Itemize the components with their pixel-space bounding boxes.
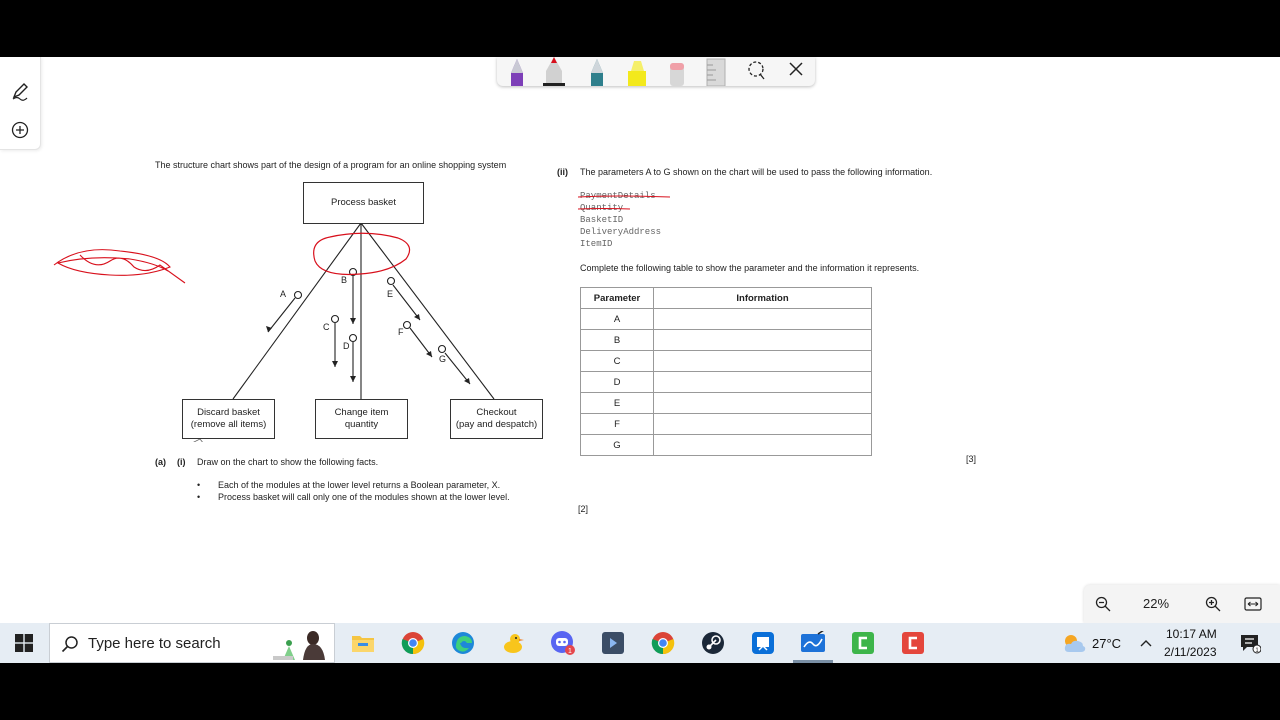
active-app-indicator — [793, 660, 833, 663]
camtasia-green-icon[interactable] — [849, 629, 877, 657]
steam-icon[interactable] — [699, 629, 727, 657]
notifications-icon[interactable] — [1236, 629, 1264, 657]
label-e: E — [387, 289, 394, 299]
chrome-profile-icon[interactable] — [649, 629, 677, 657]
zoom-out-icon[interactable] — [1092, 593, 1114, 615]
teal-pen-icon[interactable] — [587, 57, 607, 86]
highlighter-icon[interactable] — [625, 57, 649, 86]
info-item-4: DeliveryAddress — [580, 227, 662, 237]
label-c: C — [323, 322, 330, 332]
taskbar-search-box[interactable] — [49, 623, 335, 663]
label-b: B — [341, 275, 348, 285]
clock-date[interactable]: 2/11/2023 — [1164, 645, 1217, 659]
label-g: G — [439, 354, 447, 364]
discard-basket-line1: Discard basket — [197, 407, 260, 418]
label-d: D — [343, 341, 350, 351]
table-row — [581, 414, 872, 435]
param-cell: A — [581, 309, 654, 330]
camtasia-red-icon[interactable] — [899, 629, 927, 657]
red-strikethrough — [574, 191, 674, 215]
part-a-i-marker: (i) — [177, 457, 186, 467]
param-cell: B — [581, 330, 654, 351]
chevron-up-icon[interactable] — [1132, 629, 1160, 657]
taskbar — [0, 623, 1280, 663]
discord-icon[interactable] — [549, 629, 577, 657]
param-cell: C — [581, 351, 654, 372]
zoom-in-icon[interactable] — [1202, 593, 1224, 615]
table-row — [581, 351, 872, 372]
file-explorer-icon[interactable] — [349, 629, 377, 657]
param-cell: D — [581, 372, 654, 393]
label-a: A — [280, 289, 287, 299]
checkout-line1: Checkout — [476, 407, 517, 418]
info-item-5: ItemID — [580, 239, 613, 249]
info-cell[interactable] — [654, 351, 872, 372]
bullet-2: Process basket will call only one of the modules shown at the lower level. — [218, 492, 510, 502]
param-cell: F — [581, 414, 654, 435]
discard-basket-box — [182, 399, 275, 439]
windows-start-icon[interactable] — [10, 629, 38, 657]
clock-time[interactable]: 10:17 AM — [1166, 627, 1217, 641]
zoom-level: 22% — [1142, 596, 1170, 611]
left-tool-rail — [0, 57, 41, 150]
table-row — [581, 309, 872, 330]
whiteboard-active-icon[interactable] — [799, 629, 827, 657]
zoom-bar — [1084, 585, 1280, 623]
table-header-row — [581, 288, 872, 309]
info-cell[interactable] — [654, 414, 872, 435]
search-highlight-illustration — [265, 626, 333, 662]
discard-basket-line2: (remove all items) — [190, 419, 267, 430]
weather-temp: 27°C — [1092, 636, 1122, 651]
purple-pen-icon[interactable] — [507, 57, 527, 86]
svg-text:1: 1 — [568, 648, 572, 655]
bullet-dot-1: • — [197, 480, 201, 490]
process-basket-box: Process basket — [303, 182, 424, 224]
mark-a: [2] — [578, 504, 589, 514]
svg-text:1: 1 — [1255, 648, 1259, 654]
red-ink-scribble — [50, 241, 190, 289]
eraser-icon[interactable] — [667, 57, 687, 86]
part-a-text: Draw on the chart to show the following facts. — [197, 457, 379, 467]
info-cell[interactable] — [654, 435, 872, 456]
info-item-1: PaymentDetails — [580, 191, 656, 201]
chrome-icon[interactable] — [399, 629, 427, 657]
checkout-box — [450, 399, 543, 439]
chart-intro: The structure chart shows part of the design of a program for an online shopping system — [155, 160, 507, 170]
table-row — [581, 393, 872, 414]
edge-icon[interactable] — [449, 629, 477, 657]
whiteboard-app-icon[interactable] — [749, 629, 777, 657]
pen-tool-icon[interactable] — [8, 79, 32, 103]
param-cell: G — [581, 435, 654, 456]
table-row — [581, 435, 872, 456]
checkout-line2: (pay and despatch) — [455, 419, 538, 430]
lasso-select-icon[interactable] — [745, 59, 767, 81]
red-pen-icon[interactable] — [543, 57, 565, 86]
table-intro: Complete the following table to show the parameter and the information it represents. — [580, 263, 920, 273]
info-item-2: Quantity — [580, 203, 624, 213]
close-icon[interactable] — [787, 60, 805, 78]
change-item-box — [315, 399, 408, 439]
duck-app-icon[interactable] — [499, 629, 527, 657]
search-placeholder: Type here to search — [88, 635, 221, 652]
header-parameter: Parameter — [581, 288, 654, 309]
param-cell: E — [581, 393, 654, 414]
info-cell[interactable] — [654, 393, 872, 414]
pen-toolbar — [497, 57, 815, 86]
info-cell[interactable] — [654, 309, 872, 330]
ruler-icon[interactable] — [704, 57, 728, 86]
info-cell[interactable] — [654, 372, 872, 393]
table-row — [581, 372, 872, 393]
header-information: Information — [654, 288, 872, 309]
change-item-line1: Change item — [334, 407, 389, 418]
add-icon[interactable] — [8, 118, 32, 142]
parameter-table — [580, 287, 872, 456]
part-ii-marker: (ii) — [557, 167, 568, 177]
part-a-marker: (a) — [155, 457, 166, 467]
bullet-dot-2: • — [197, 492, 201, 502]
table-row — [581, 330, 872, 351]
label-f: F — [398, 327, 404, 337]
bullet-1: Each of the modules at the lower level returns a Boolean parameter, X. — [218, 480, 501, 490]
change-item-line2: quantity — [344, 419, 379, 430]
fit-width-icon[interactable] — [1242, 593, 1264, 615]
search-icon — [61, 635, 79, 653]
part-ii-text: The parameters A to G shown on the chart will be used to pass the following information. — [580, 167, 933, 177]
mark-ii: [3] — [966, 454, 977, 464]
weather-icon[interactable] — [1060, 629, 1088, 657]
info-cell[interactable] — [654, 330, 872, 351]
app-launcher-icon[interactable] — [599, 629, 627, 657]
whiteboard-canvas[interactable] — [0, 57, 1280, 623]
info-item-3: BasketID — [580, 215, 624, 225]
